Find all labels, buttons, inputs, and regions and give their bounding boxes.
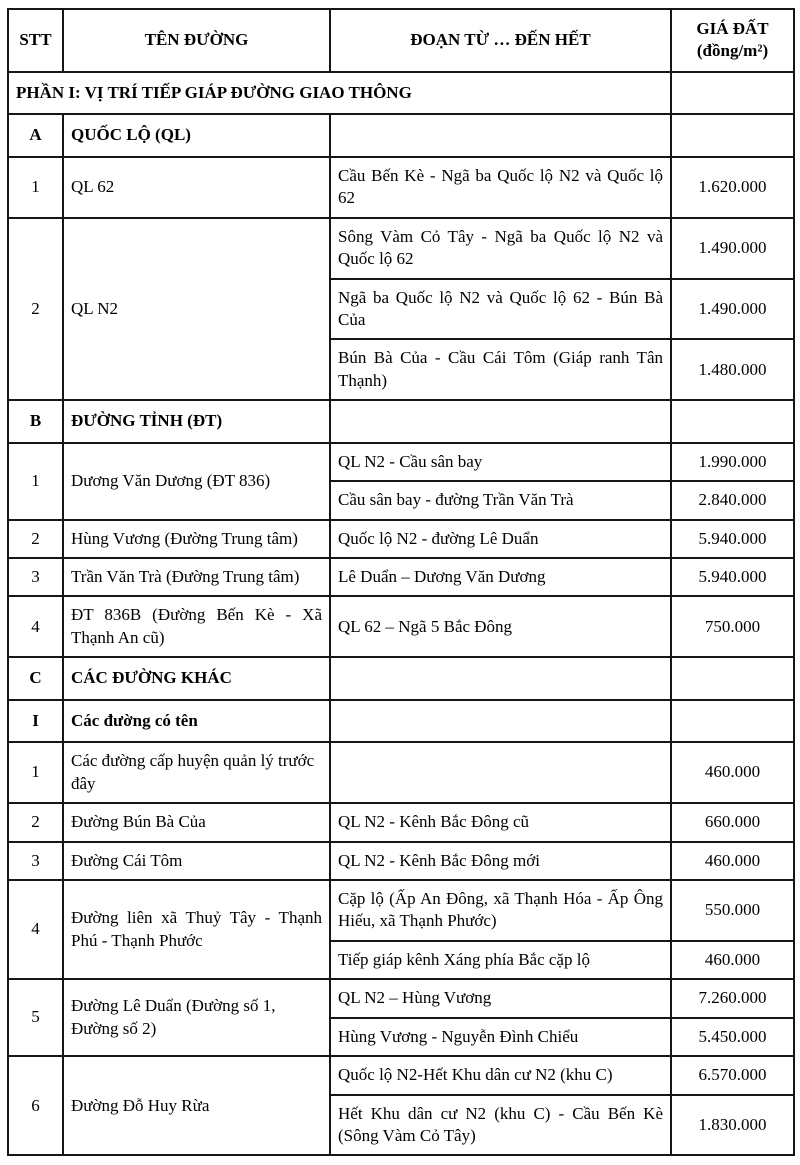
cell-doan: Ngã ba Quốc lộ N2 và Quốc lộ 62 - Bún Bà Của <box>330 279 671 340</box>
col-header-doan-line: ĐOẠN TỪ … ĐẾN HẾT <box>410 30 591 50</box>
cell-gia <box>671 400 794 442</box>
row-c3 <box>8 842 794 880</box>
cell-gia: 460.000 <box>671 842 794 880</box>
cell-gia: 460.000 <box>671 941 794 979</box>
cell-stt: 4 <box>8 880 63 979</box>
table-header <box>8 9 794 72</box>
cell-doan: QL 62 – Ngã 5 Bắc Đông <box>330 596 671 657</box>
land-price-table <box>7 8 795 1156</box>
cell-stt: 1 <box>8 443 63 520</box>
row-c1 <box>8 742 794 803</box>
row-a1 <box>8 157 794 218</box>
cell-doan: Bún Bà Của - Cầu Cái Tôm (Giáp ranh Tân Thạnh) <box>330 339 671 400</box>
row-b3 <box>8 558 794 596</box>
cell-gia: 1.990.000 <box>671 443 794 481</box>
section-c <box>8 657 794 699</box>
col-header-gia-dat <box>671 9 794 72</box>
cell-gia <box>671 72 794 114</box>
cell-doan: QL N2 - Kênh Bắc Đông cũ <box>330 803 671 841</box>
cell-gia: 660.000 <box>671 803 794 841</box>
cell-gia: 1.620.000 <box>671 157 794 218</box>
cell-gia <box>671 700 794 742</box>
cell-gia: 1.490.000 <box>671 218 794 279</box>
cell-ten-duong: QL 62 <box>63 157 330 218</box>
cell-ten-duong: Các đường cấp huyện quản lý trước đây <box>63 742 330 803</box>
cell-gia: 1.480.000 <box>671 339 794 400</box>
cell-gia: 5.450.000 <box>671 1018 794 1056</box>
cell-stt: B <box>8 400 63 442</box>
cell-doan: Lê Duẩn – Dương Văn Dương <box>330 558 671 596</box>
row-c4-seg1 <box>8 880 794 941</box>
cell-doan: Hùng Vương - Nguyễn Đình Chiểu <box>330 1018 671 1056</box>
cell-doan: Tiếp giáp kênh Xáng phía Bắc cặp lộ <box>330 941 671 979</box>
cell-gia: 6.570.000 <box>671 1056 794 1094</box>
row-c5-seg1 <box>8 979 794 1017</box>
cell-gia: 1.830.000 <box>671 1095 794 1156</box>
cell-stt: C <box>8 657 63 699</box>
cell-ten-duong: CÁC ĐƯỜNG KHÁC <box>63 657 330 699</box>
cell-stt: 5 <box>8 979 63 1056</box>
cell-stt: 1 <box>8 157 63 218</box>
cell-gia: 5.940.000 <box>671 520 794 558</box>
cell-doan: QL N2 - Cầu sân bay <box>330 443 671 481</box>
cell-stt: 3 <box>8 558 63 596</box>
cell-ten-duong: Đường Đỗ Huy Rừa <box>63 1056 330 1155</box>
cell-stt: I <box>8 700 63 742</box>
section-b <box>8 400 794 442</box>
cell-gia: 460.000 <box>671 742 794 803</box>
cell-stt: A <box>8 114 63 156</box>
cell-doan <box>330 657 671 699</box>
row-b2 <box>8 520 794 558</box>
cell-ten-duong: Đường Lê Duẩn (Đường số 1, Đường số 2) <box>63 979 330 1056</box>
cell-ten-duong: QL N2 <box>63 218 330 401</box>
col-header-ten-duong-line: TÊN ĐƯỜNG <box>144 30 249 50</box>
cell-doan: Quốc lộ N2 - đường Lê Duẩn <box>330 520 671 558</box>
cell-doan: Hết Khu dân cư N2 (khu C) - Cầu Bến Kè (Sông Vàm Cỏ Tây) <box>330 1095 671 1156</box>
cell-doan <box>330 700 671 742</box>
cell-ten-duong: Dương Văn Dương (ĐT 836) <box>63 443 330 520</box>
cell-gia: 750.000 <box>671 596 794 657</box>
col-header-ten-duong <box>63 9 330 72</box>
row-b1-seg1 <box>8 443 794 481</box>
table-body <box>8 72 794 1156</box>
section-a <box>8 114 794 156</box>
cell-stt: 2 <box>8 803 63 841</box>
cell-doan: Cặp lộ (Ấp An Đông, xã Thạnh Hóa - Ấp Ông Hiếu, xã Thạnh Phước) <box>330 880 671 941</box>
section-phan-1 <box>8 72 794 114</box>
cell-doan <box>330 742 671 803</box>
cell-section-title: PHẦN I: VỊ TRÍ TIẾP GIÁP ĐƯỜNG GIAO THÔNG <box>8 72 671 114</box>
col-header-gia-dat-line: (đồng/m²) <box>696 41 769 61</box>
row-b4 <box>8 596 794 657</box>
cell-doan <box>330 400 671 442</box>
cell-stt: 2 <box>8 218 63 401</box>
cell-ten-duong: Đường Cái Tôm <box>63 842 330 880</box>
cell-ten-duong: QUỐC LỘ (QL) <box>63 114 330 156</box>
cell-doan <box>330 114 671 156</box>
cell-ten-duong: Đường Bún Bà Của <box>63 803 330 841</box>
cell-doan: Cầu sân bay - đường Trần Văn Trà <box>330 481 671 519</box>
col-header-doan <box>330 9 671 72</box>
cell-ten-duong: Các đường có tên <box>63 700 330 742</box>
cell-stt: 6 <box>8 1056 63 1155</box>
row-a2-seg1 <box>8 218 794 279</box>
cell-gia <box>671 657 794 699</box>
cell-ten-duong: Hùng Vương (Đường Trung tâm) <box>63 520 330 558</box>
cell-stt: 4 <box>8 596 63 657</box>
cell-doan: QL N2 - Kênh Bắc Đông mới <box>330 842 671 880</box>
cell-gia: 550.000 <box>671 880 794 941</box>
cell-gia: 7.260.000 <box>671 979 794 1017</box>
cell-gia: 1.490.000 <box>671 279 794 340</box>
cell-stt: 1 <box>8 742 63 803</box>
cell-ten-duong: Trần Văn Trà (Đường Trung tâm) <box>63 558 330 596</box>
cell-doan: Cầu Bến Kè - Ngã ba Quốc lộ N2 và Quốc lộ 62 <box>330 157 671 218</box>
cell-gia: 2.840.000 <box>671 481 794 519</box>
cell-gia <box>671 114 794 156</box>
cell-stt: 2 <box>8 520 63 558</box>
cell-gia: 5.940.000 <box>671 558 794 596</box>
cell-stt: 3 <box>8 842 63 880</box>
header-row <box>8 9 794 72</box>
row-c6-seg1 <box>8 1056 794 1094</box>
row-c2 <box>8 803 794 841</box>
col-header-stt <box>8 9 63 72</box>
cell-ten-duong: ĐƯỜNG TỈNH (ĐT) <box>63 400 330 442</box>
cell-ten-duong: Đường liên xã Thuỷ Tây - Thạnh Phú - Thạnh Phước <box>63 880 330 979</box>
cell-ten-duong: ĐT 836B (Đường Bến Kè - Xã Thạnh An cũ) <box>63 596 330 657</box>
col-header-stt-line: STT <box>19 30 52 50</box>
cell-doan: Quốc lộ N2-Hết Khu dân cư N2 (khu C) <box>330 1056 671 1094</box>
section-c-i <box>8 700 794 742</box>
col-header-gia-dat-line: GIÁ ĐẤT <box>696 19 769 38</box>
cell-doan: Sông Vàm Cỏ Tây - Ngã ba Quốc lộ N2 và Quốc lộ 62 <box>330 218 671 279</box>
cell-doan: QL N2 – Hùng Vương <box>330 979 671 1017</box>
